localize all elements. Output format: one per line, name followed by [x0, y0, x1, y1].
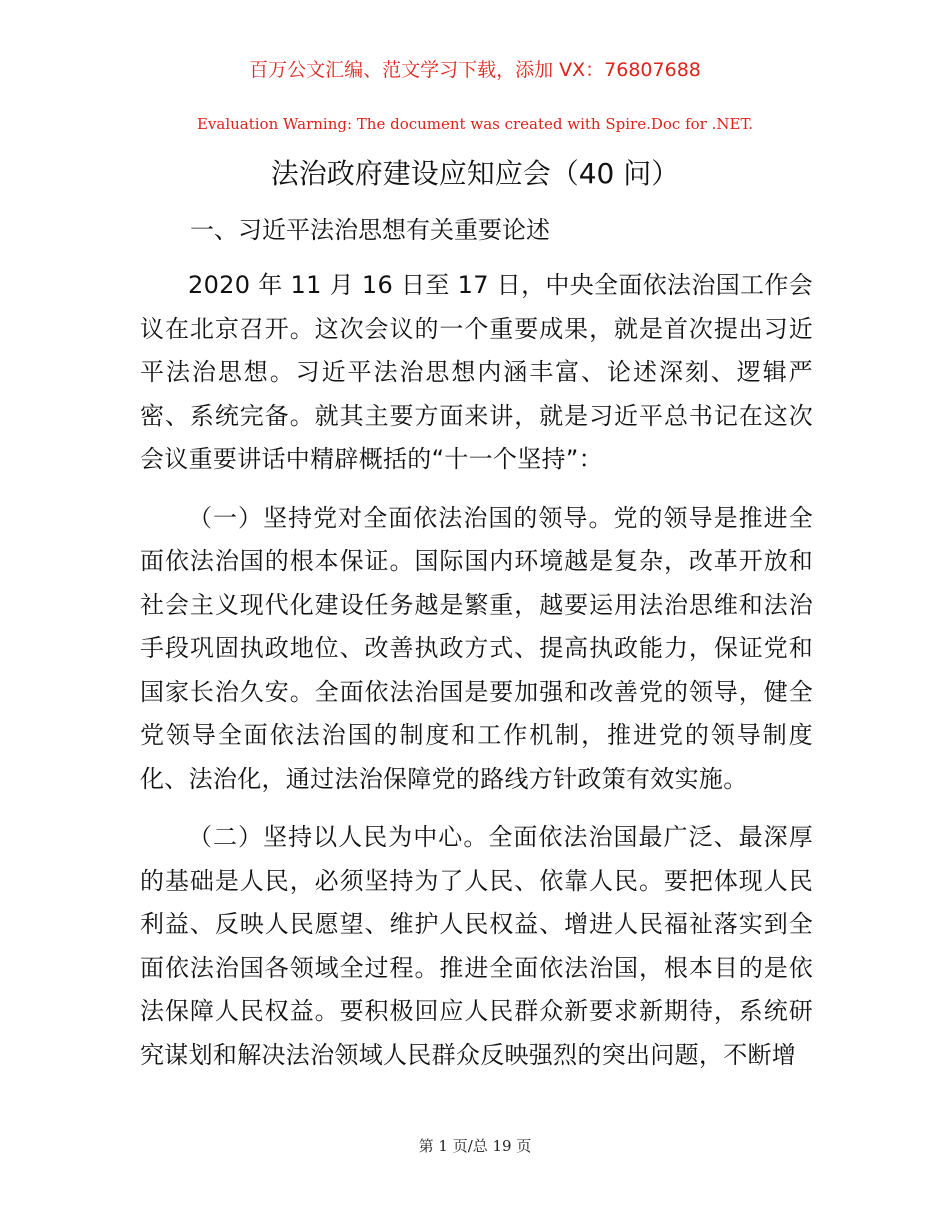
document-title: 法治政府建设应知应会（40 问）	[270, 157, 680, 190]
paragraph-intro: 2020 年 11 月 16 日至 17 日，中央全面依法治国工作会议在北京召开。这次会议的一个重要成果，就是首次提出习近平法治思想。习近平法治思想内涵丰富、论述深刻、逻辑严密、系统完备。就其主要方面来讲，就是习近平总书记在这次会议重要讲话中精辟概括的“十一个坚持”：	[140, 271, 813, 473]
paragraph-point-2: （二）坚持以人民为中心。全面依法治国最广泛、最深厚的基础是人民，必须坚持为了人民、依靠人民。要把体现人民利益、反映人民愿望、维护人民权益、增进人民福祉落实到全面依法治国各领域全过程。推进全面依法治国，根本目的是依法保障人民权益。要积极回应人民群众新要求新期待，系统研究谋划和解决法治领域人民群众反映强烈的突出问题，不断增	[140, 823, 813, 1069]
header-banner: 百万公文汇编、范文学习下载，添加 VX：76807688	[249, 59, 701, 81]
evaluation-warning: Evaluation Warning: The document was created with Spire.Doc for .NET.	[196, 115, 754, 133]
page-footer: 第 1 页/总 19 页	[418, 1137, 532, 1155]
document-body	[140, 264, 813, 1092]
section-heading: 一、习近平法治思想有关重要论述	[190, 216, 550, 244]
paragraph-point-1: （一）坚持党对全面依法治国的领导。党的领导是推进全面依法治国的根本保证。国际国内环境越是复杂，改革开放和社会主义现代化建设任务越是繁重，越要运用法治思维和法治手段巩固执政地位、改善执政方式、提高执政能力，保证党和国家长治久安。全面依法治国是要加强和改善党的领导，健全党领导全面依法治国的制度和工作机制，推进党的领导制度化、法治化，通过法治保障党的路线方针政策有效实施。	[140, 503, 813, 793]
